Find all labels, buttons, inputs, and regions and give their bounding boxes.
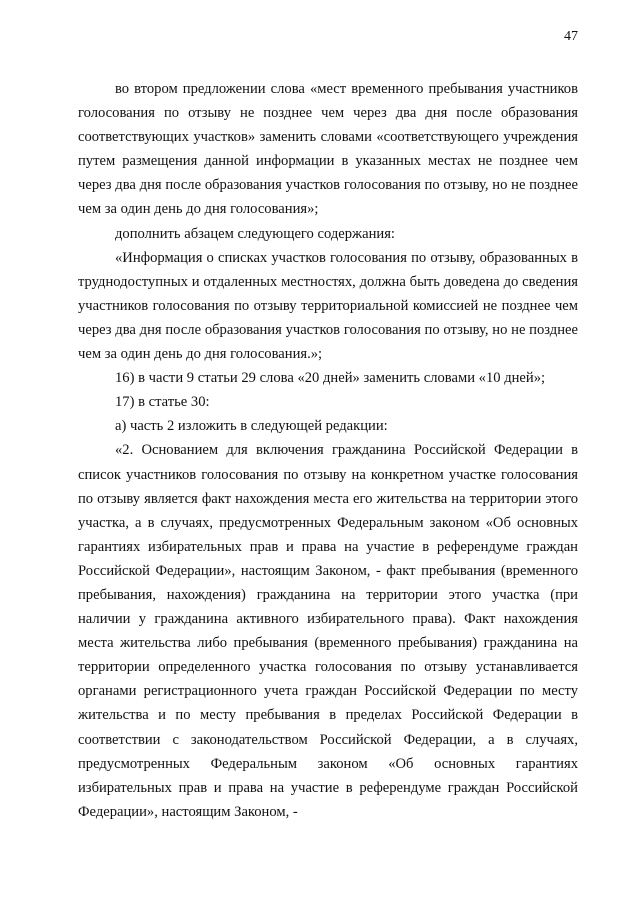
paragraph: дополнить абзацем следующего содержания:	[115, 225, 395, 242]
paragraph: во втором предложении слова «мест временного пребывания участников голосования по отзыву не позднее чем через два дня после образования соответствующих участков» заменить словами «соответствующего учреждения путем размещения данной информации в указанных местах не позднее чем через два дня после образования участков голосования по отзыву, но не позднее чем за один день до дня голосования»;	[78, 81, 578, 218]
paragraph: а) часть 2 изложить в следующей редакции:	[115, 418, 388, 435]
document-body	[78, 77, 578, 824]
paragraph: 17) в статье 30:	[115, 394, 210, 411]
page-number: 47	[564, 29, 578, 44]
paragraph: 16) в части 9 статьи 29 слова «20 дней» заменить словами «10 дней»;	[115, 370, 546, 387]
paragraph: «2. Основанием для включения гражданина Российской Федерации в список участников голосования по отзыву на конкретном участке голосования по отзыву является факт нахождения места его жительства на территории этого участка, а в случаях, предусмотренных Федеральным законом «Об основных гарантиях избирательных прав и права на участие в референдуме граждан Российской Федерации», настоящим Законом, - факт пребывания (временного пребывания, нахождения) гражданина на территории этого участка (при наличии у гражданина активного избирательного права). Факт нахождения места жительства либо пребывания (временного пребывания) гражданина на территории определенного участка голосования по отзыву устанавливается органами регистрационного учета граждан Российской Федерации по месту жительства и по месту пребывания в пределах Российской Федерации в соответствии с законодательством Российской Федерации, а в случаях, предусмотренных Федеральным законом «Об основных гарантиях избирательных прав и права на участие в референдуме граждан Российской Федерации», настоящим Законом, -	[78, 442, 578, 820]
paragraph: «Информация о списках участков голосования по отзыву, образованных в труднодоступных и отдаленных местностях, должна быть доведена до сведения участников голосования по отзыву территориальной комиссией не позднее чем через два дня после образования участков голосования по отзыву, но не позднее чем за один день до дня голосования.»;	[78, 249, 578, 363]
